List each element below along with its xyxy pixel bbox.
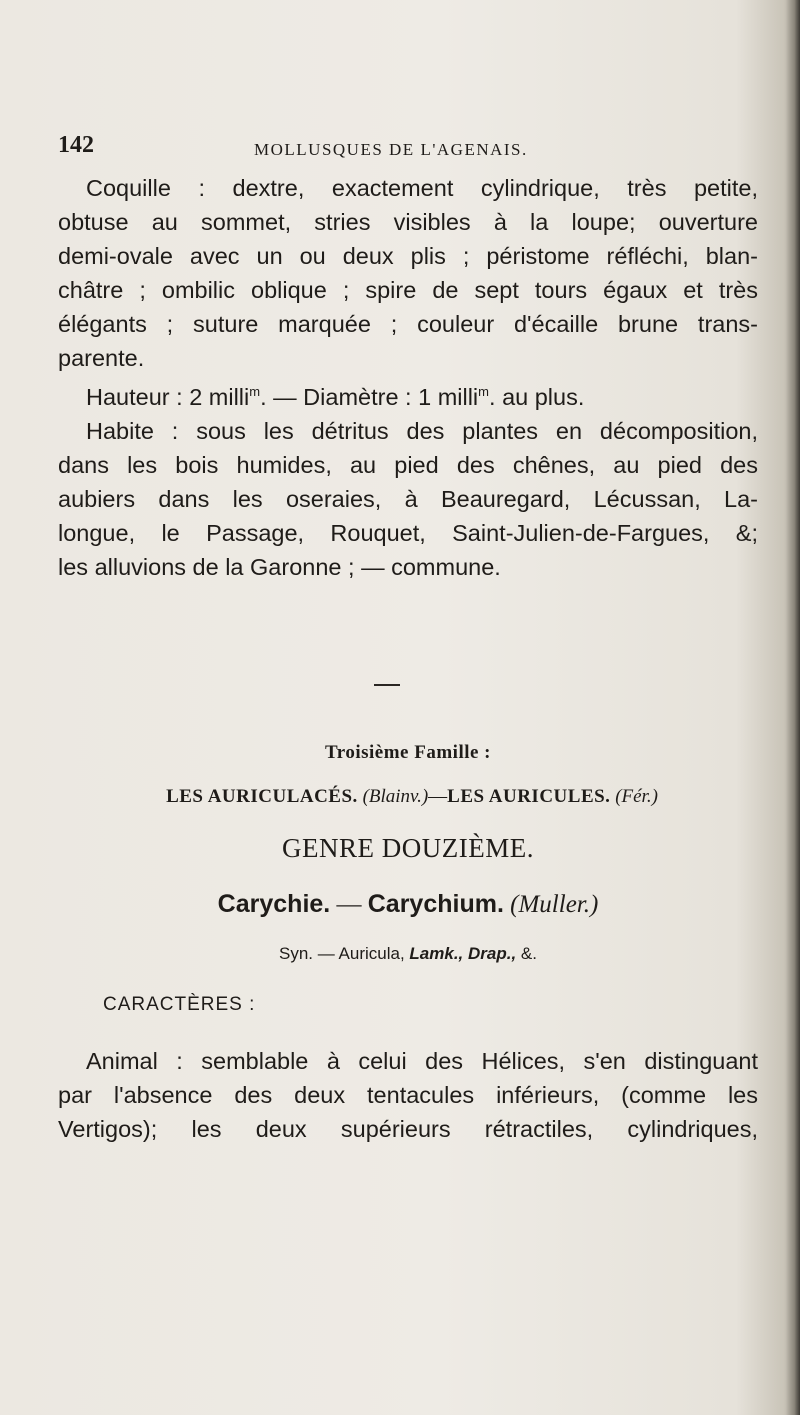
text-line: Coquille : dextre, exactement cylindrique, très petite, [86,175,758,201]
family-author-1: (Blainv.) [362,786,429,807]
dimensions-tail: . au plus. [489,383,585,410]
page-header [58,132,738,162]
dimensions [58,375,758,414]
habitat [58,414,758,584]
text-line: parente. [58,345,145,371]
text-line: châtre ; ombilic oblique ; spire de sept tours égaux et très [58,277,758,303]
text-line: dans les bois humides, au pied des chênes, au pied des [58,451,758,478]
shell-description [58,171,758,375]
genus-dash: — [336,891,362,918]
page-edge-shadow [786,0,800,1415]
genre-heading: GENRE DOUZIÈME. [282,833,534,863]
text-line: par l'absence des deux tentacules inférieurs, (comme les [58,1082,758,1108]
hauteur-text: Hauteur : 2 milli [86,383,250,410]
family-name-2: LES AURICULES. [447,786,611,807]
text-line: obtuse au sommet, stries visibles à la loupe; ouverture [58,209,758,235]
diametre-text: . — Diamètre : 1 milli [260,383,479,410]
section-divider [374,684,400,686]
genus-title [58,890,758,919]
text-line: longue, le Passage, Rouquet, Saint-Julien-de-Fargues, &; [58,519,758,546]
text-line: aubiers dans les oseraies, à Beauregard, Lécussan, La- [58,485,758,512]
animal-description [58,1044,758,1146]
dimensions-line [58,375,758,414]
caracteres-heading: CARACTÈRES : [103,994,256,1015]
family-heading: Troisième Famille : [324,742,492,763]
text-line: Vertigos); les deux supérieurs rétractiles, cylindriques, [58,1116,758,1142]
superscript: m [249,384,261,399]
description-block [58,171,758,584]
synonymy-authors: Lamk., Drap., [409,944,517,963]
running-head: MOLLUSQUES DE L'AGENAIS. [254,140,528,159]
synonymy-prefix: Syn. — Auricula, [279,944,405,963]
text-line: élégants ; suture marquée ; couleur d'écaille brune trans- [58,311,758,337]
synonymy-suffix: &. [520,944,537,963]
text-line: Animal : semblable à celui des Hélices, s'en distinguant [86,1048,758,1074]
family-names [52,786,772,808]
synonymy [58,944,758,964]
family-author-2: (Fér.) [615,786,658,807]
genus-name-fr: Carychie. [217,890,331,918]
genus-author: (Muller.) [510,891,599,918]
text-line: demi-ovale avec un ou deux plis ; péristome réfléchi, blan- [58,243,758,269]
genus-name-lat: Carychium. [367,890,504,918]
text-line: Habite : sous les détritus des plantes en décomposition, [86,417,758,444]
superscript: m [478,384,490,399]
text-line: les alluvions de la Garonne ; — commune. [58,553,501,580]
family-dash: — [428,786,448,807]
page-number: 142 [58,132,94,158]
family-name-1: LES AURICULACÉS. [166,786,358,807]
animal-block [58,1044,758,1146]
